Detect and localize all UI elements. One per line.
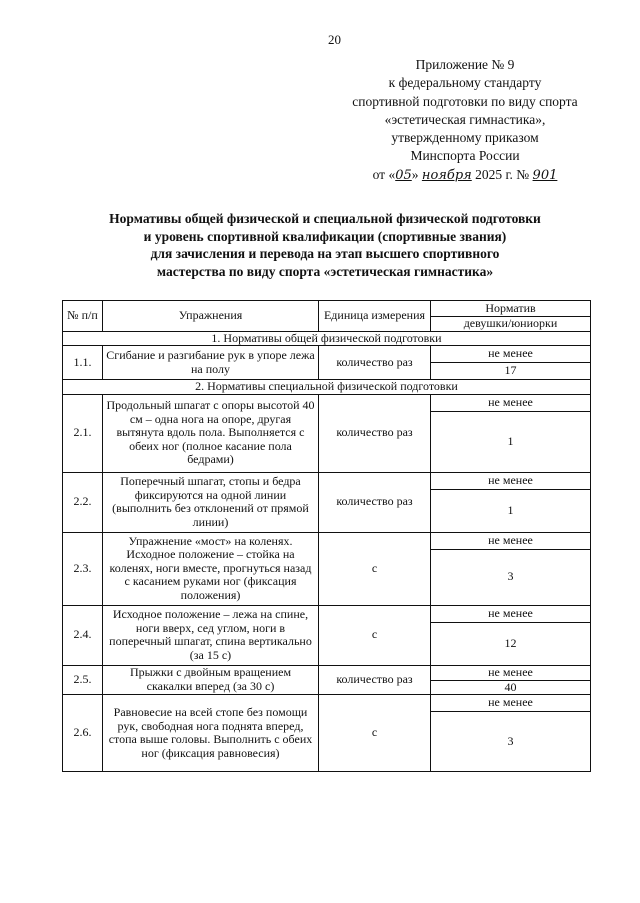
row-value: 17	[431, 363, 591, 380]
row-unit: с	[319, 532, 431, 605]
appendix-header	[330, 56, 600, 185]
row-num: 2.1.	[63, 394, 103, 472]
appendix-line: к федеральному стандарту	[388, 75, 542, 91]
table-row	[63, 346, 591, 363]
row-qualifier: не менее	[431, 605, 591, 622]
row-num: 2.4.	[63, 605, 103, 665]
row-value: 3	[431, 549, 591, 605]
header-unit: Единица измерения	[319, 301, 431, 332]
page-number: 20	[328, 32, 341, 47]
appendix-line: Приложение № 9	[415, 57, 515, 72]
header-num: № п/п	[63, 301, 103, 332]
row-num: 2.3.	[63, 532, 103, 605]
title-line: и уровень спортивной квалификации (спортивные звания)	[143, 228, 507, 244]
table-row	[63, 605, 591, 622]
handwritten-month: ноября	[421, 167, 472, 183]
document-title	[60, 210, 590, 280]
row-value: 1	[431, 489, 591, 532]
row-num: 2.2.	[63, 472, 103, 532]
order-date-line	[330, 166, 600, 185]
header-exercise: Упражнения	[103, 301, 319, 332]
row-exercise: Упражнение «мост» на коленях. Исходное положение – стойка на коленях, ноги вместе, прогнуться назад с касанием руками ног (фиксация положения)	[103, 532, 319, 605]
row-unit: количество раз	[319, 665, 431, 695]
table-row	[63, 532, 591, 549]
table-row	[63, 472, 591, 489]
section-heading: 2. Нормативы специальной физической подготовки	[63, 380, 591, 395]
row-exercise: Поперечный шпагат, стопы и бедра фиксируются на одной линии (выполнить без отклонений от прямой линии)	[103, 472, 319, 532]
row-qualifier: не менее	[431, 665, 591, 680]
date-year: 2025 г. №	[471, 166, 533, 182]
row-exercise: Исходное положение – лежа на спине, ноги вверх, сед углом, ноги в поперечный шпагат, спина вертикально (за 15 с)	[103, 605, 319, 665]
row-qualifier: не менее	[431, 346, 591, 363]
date-mid: »	[411, 166, 419, 182]
row-value: 12	[431, 622, 591, 665]
table-row	[63, 665, 591, 680]
row-unit: с	[319, 695, 431, 772]
norms-table	[62, 300, 591, 772]
title-line: Нормативы общей физической и специальной физической подготовки	[109, 211, 541, 226]
row-qualifier: не менее	[431, 394, 591, 411]
table-row	[63, 394, 591, 411]
row-value: 1	[431, 411, 591, 472]
table-row	[63, 695, 591, 712]
header-norm-sub: девушки/юниорки	[431, 317, 591, 332]
row-value: 40	[431, 680, 591, 695]
appendix-line: спортивной подготовки по виду спорта	[352, 93, 578, 109]
header-norm: Норматив	[431, 301, 591, 317]
row-num: 1.1.	[63, 346, 103, 380]
row-unit: количество раз	[319, 472, 431, 532]
row-exercise: Сгибание и разгибание рук в упоре лежа на полу	[103, 346, 319, 380]
row-num: 2.5.	[63, 665, 103, 695]
row-unit: с	[319, 605, 431, 665]
appendix-line: Минспорта России	[410, 148, 520, 164]
row-unit: количество раз	[319, 346, 431, 380]
date-prefix: от «	[372, 166, 396, 182]
row-exercise: Прыжки с двойным вращением скакалки вперед (за 30 с)	[103, 665, 319, 695]
row-qualifier: не менее	[431, 532, 591, 549]
row-value: 3	[431, 712, 591, 772]
section-heading: 1. Нормативы общей физической подготовки	[63, 331, 591, 346]
row-exercise: Продольный шпагат с опоры высотой 40 см – одна нога на опоре, другая вытянута вдоль пола. Выполняется с обеих ног (полное касание пола бедрами)	[103, 394, 319, 472]
row-unit: количество раз	[319, 394, 431, 472]
row-qualifier: не менее	[431, 695, 591, 712]
row-qualifier: не менее	[431, 472, 591, 489]
row-exercise: Равновесие на всей стопе без помощи рук, свободная нога поднята вперед, стопа выше головы. Выполнить с обеих ног (фиксация равновесия)	[103, 695, 319, 772]
appendix-line: утвержденному приказом	[391, 130, 539, 146]
title-line: для зачисления и перевода на этап высшего спортивного	[150, 246, 500, 261]
title-line: мастерства по виду спорта «эстетическая гимнастика»	[156, 263, 494, 279]
handwritten-day: 05	[395, 167, 412, 183]
appendix-line: «эстетическая гимнастика»,	[384, 111, 546, 127]
row-num: 2.6.	[63, 695, 103, 772]
handwritten-number: 901	[532, 167, 558, 183]
